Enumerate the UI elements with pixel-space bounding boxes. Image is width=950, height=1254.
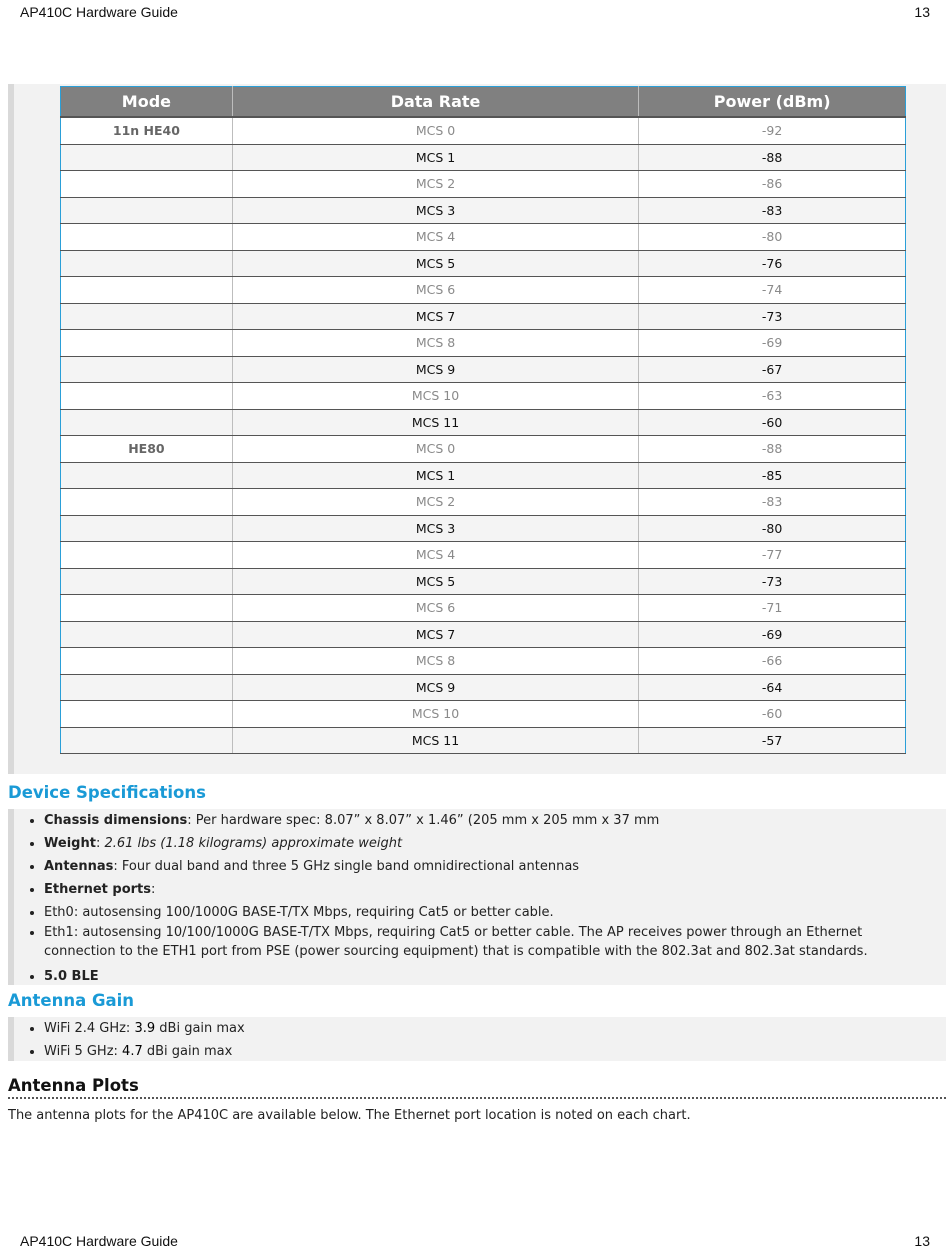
power-cell: -73 — [639, 303, 906, 330]
mode-cell — [61, 330, 233, 357]
power-cell: -92 — [639, 117, 906, 144]
column-header-power: Power (dBm) — [639, 87, 906, 118]
power-cell: -67 — [639, 356, 906, 383]
antennas-text: : Four dual band and three 5 GHz single band omnidirectional antennas — [113, 859, 580, 874]
table-row — [61, 648, 906, 675]
column-header-data-rate: Data Rate — [232, 87, 638, 118]
data-rate-cell: MCS 10 — [232, 701, 638, 728]
receive-sensitivity-table — [60, 86, 906, 754]
table-row — [61, 489, 906, 516]
mode-cell — [61, 489, 233, 516]
power-cell: -64 — [639, 674, 906, 701]
mode-cell — [61, 648, 233, 675]
table-row — [61, 621, 906, 648]
mode-cell: HE80 — [61, 436, 233, 463]
table-row — [61, 277, 906, 304]
power-cell: -60 — [639, 409, 906, 436]
device-specifications-list — [8, 809, 946, 985]
power-cell: -66 — [639, 648, 906, 675]
eth1-text: Eth1: autosensing 10/100/1000G BASE-T/TX Mbps, requiring Cat5 or better cable. The AP receives power through an Ethernet connection to the ETH1 port from PSE (power sourcing equipment) that is compatible with the 802.3at and 802.3at standards. — [44, 925, 868, 959]
device-specifications-heading: Device Specifications — [8, 783, 206, 802]
data-rate-cell: MCS 6 — [232, 277, 638, 304]
power-cell: -77 — [639, 542, 906, 569]
antenna-plots-intro: The antenna plots for the AP410C are available below. The Ethernet port location is noted on each chart. — [8, 1108, 691, 1123]
mode-cell — [61, 144, 233, 171]
weight-sep: : — [95, 836, 105, 851]
table-row — [61, 144, 906, 171]
power-cell: -83 — [639, 489, 906, 516]
table-row — [61, 515, 906, 542]
table-row — [61, 197, 906, 224]
data-rate-cell: MCS 2 — [232, 171, 638, 198]
power-cell: -83 — [639, 197, 906, 224]
antenna-gain-list — [8, 1017, 946, 1061]
mode-cell — [61, 674, 233, 701]
data-rate-cell: MCS 11 — [232, 727, 638, 754]
mode-cell — [61, 303, 233, 330]
data-rate-cell: MCS 8 — [232, 330, 638, 357]
data-rate-cell: MCS 3 — [232, 515, 638, 542]
chassis-label: Chassis dimensions — [44, 813, 188, 828]
ethernet-sep: : — [151, 882, 156, 897]
wifi24-label: WiFi 2.4 GHz: — [44, 1021, 135, 1036]
table-row — [61, 568, 906, 595]
mode-cell — [61, 224, 233, 251]
data-rate-cell: MCS 4 — [232, 542, 638, 569]
mode-cell — [61, 383, 233, 410]
table-row — [61, 303, 906, 330]
data-rate-cell: MCS 8 — [232, 648, 638, 675]
data-rate-cell: MCS 0 — [232, 117, 638, 144]
mode-cell — [61, 515, 233, 542]
list-item — [44, 903, 946, 922]
power-cell: -85 — [639, 462, 906, 489]
column-header-mode: Mode — [61, 87, 233, 118]
list-item — [44, 880, 946, 899]
data-rate-cell: MCS 3 — [232, 197, 638, 224]
mode-cell — [61, 171, 233, 198]
table-row — [61, 330, 906, 357]
data-rate-cell: MCS 5 — [232, 568, 638, 595]
data-rate-cell: MCS 5 — [232, 250, 638, 277]
table-row — [61, 250, 906, 277]
mode-cell — [61, 197, 233, 224]
power-cell: -80 — [639, 515, 906, 542]
data-rate-cell: MCS 6 — [232, 595, 638, 622]
table-row — [61, 727, 906, 754]
data-rate-cell: MCS 9 — [232, 356, 638, 383]
mode-cell — [61, 621, 233, 648]
data-rate-cell: MCS 7 — [232, 303, 638, 330]
list-item — [44, 923, 946, 961]
power-cell: -69 — [639, 330, 906, 357]
wifi5-unit: dBi gain max — [142, 1044, 233, 1059]
table-row — [61, 383, 906, 410]
list-item — [44, 857, 946, 876]
power-cell: -60 — [639, 701, 906, 728]
weight-label: Weight — [44, 836, 96, 851]
table-row — [61, 595, 906, 622]
table-header-row — [61, 87, 906, 118]
mode-cell — [61, 462, 233, 489]
power-cell: -76 — [639, 250, 906, 277]
mode-cell: 11n HE40 — [61, 117, 233, 144]
power-cell: -88 — [639, 144, 906, 171]
power-cell: -57 — [639, 727, 906, 754]
mode-cell — [61, 409, 233, 436]
data-rate-cell: MCS 0 — [232, 436, 638, 463]
header-title: AP410C Hardware Guide — [20, 4, 178, 20]
list-item — [44, 811, 946, 830]
table-row — [61, 436, 906, 463]
data-rate-cell: MCS 1 — [232, 462, 638, 489]
list-item — [44, 967, 946, 986]
mode-cell — [61, 568, 233, 595]
table-row — [61, 674, 906, 701]
list-item — [44, 1019, 946, 1038]
power-cell: -69 — [639, 621, 906, 648]
wifi24-value: 3.9 — [134, 1021, 156, 1036]
table-row — [61, 224, 906, 251]
power-cell: -80 — [639, 224, 906, 251]
data-rate-cell: MCS 4 — [232, 224, 638, 251]
header-page-number: 13 — [914, 4, 930, 20]
data-rate-cell: MCS 1 — [232, 144, 638, 171]
data-rate-cell: MCS 2 — [232, 489, 638, 516]
section-divider — [8, 1097, 946, 1099]
antenna-plots-heading: Antenna Plots — [8, 1076, 139, 1095]
antennas-label: Antennas — [44, 859, 114, 874]
weight-text: 2.61 lbs (1.18 kilograms) approximate weight — [104, 836, 403, 851]
wifi24-unit: dBi gain max — [155, 1021, 245, 1036]
table-row — [61, 117, 906, 144]
mode-cell — [61, 542, 233, 569]
mode-cell — [61, 727, 233, 754]
table-row — [61, 462, 906, 489]
power-cell: -63 — [639, 383, 906, 410]
power-cell: -86 — [639, 171, 906, 198]
mode-cell — [61, 277, 233, 304]
power-cell: -73 — [639, 568, 906, 595]
ethernet-label: Ethernet ports — [44, 882, 151, 897]
data-rate-cell: MCS 9 — [232, 674, 638, 701]
mode-cell — [61, 250, 233, 277]
eth0-text: Eth0: autosensing 100/1000G BASE-T/TX Mbps, requiring Cat5 or better cable. — [44, 905, 554, 920]
wifi5-value: 4.7 — [122, 1044, 143, 1059]
table-row — [61, 171, 906, 198]
wifi5-label: WiFi 5 GHz: — [44, 1044, 123, 1059]
mode-cell — [61, 595, 233, 622]
data-rate-cell: MCS 10 — [232, 383, 638, 410]
mode-cell — [61, 701, 233, 728]
table-row — [61, 701, 906, 728]
power-cell: -71 — [639, 595, 906, 622]
power-cell: -74 — [639, 277, 906, 304]
table-row — [61, 542, 906, 569]
chassis-text: : Per hardware spec: 8.07” x 8.07” x 1.46” (205 mm x 205 mm x 37 mm — [187, 813, 660, 828]
power-cell: -88 — [639, 436, 906, 463]
antenna-gain-heading: Antenna Gain — [8, 991, 135, 1010]
table-row — [61, 409, 906, 436]
ble-text: 5.0 BLE — [44, 969, 99, 984]
receive-sensitivity-table-block — [8, 84, 946, 774]
mode-cell — [61, 356, 233, 383]
table-row — [61, 356, 906, 383]
list-item — [44, 1042, 946, 1061]
footer-page-number: 13 — [914, 1233, 930, 1249]
footer-title: AP410C Hardware Guide — [20, 1233, 178, 1249]
data-rate-cell: MCS 11 — [232, 409, 638, 436]
list-item — [44, 834, 946, 853]
data-rate-cell: MCS 7 — [232, 621, 638, 648]
